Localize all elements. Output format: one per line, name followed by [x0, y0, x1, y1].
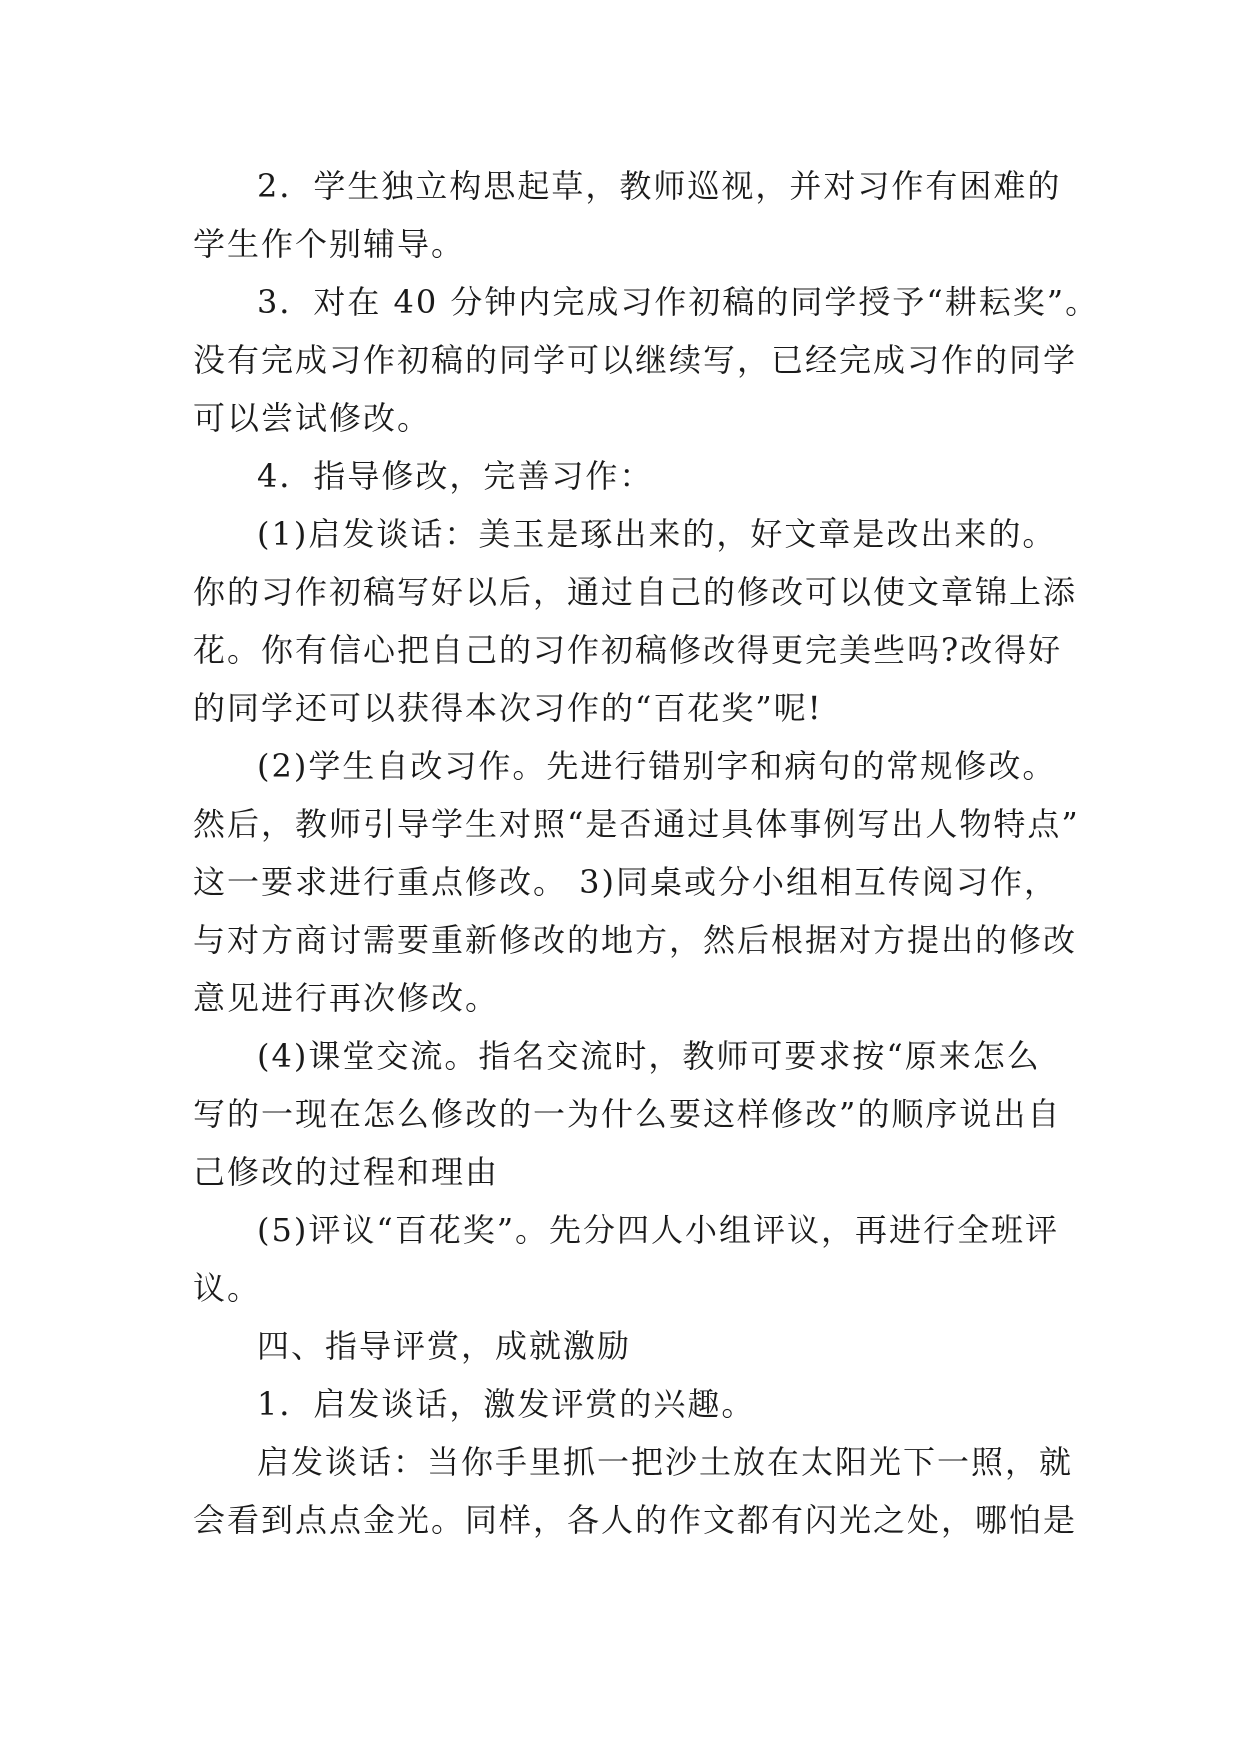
text-line: (5)评议“百花奖”。先分四人小组评议，再进行全班评	[257, 1211, 1060, 1249]
text-line: (4)课堂交流。指名交流时，教师可要求按“原来怎么	[257, 1037, 1041, 1075]
text-line: 你的习作初稿写好以后，通过自己的修改可以使文章锦上添	[193, 573, 1078, 611]
section-heading: 四、指导评赏，成就激励	[257, 1327, 632, 1365]
text-line: 4．指导修改，完善习作：	[257, 457, 654, 495]
text-line: 2．学生独立构思起草，教师巡视，并对习作有困难的	[257, 167, 1062, 205]
document-body	[193, 157, 1100, 1549]
text-line: 的同学还可以获得本次习作的“百花奖”呢!	[193, 689, 823, 727]
text-line: (1)启发谈话：美玉是琢出来的，好文章是改出来的。	[257, 515, 1057, 553]
text-line: 议。	[193, 1269, 262, 1307]
text-line: 会看到点点金光。同样，各人的作文都有闪光之处，哪怕是	[193, 1501, 1078, 1539]
text-line: 己修改的过程和理由	[193, 1153, 500, 1191]
text-line: 写的一现在怎么修改的一为什么要这样修改”的顺序说出自	[193, 1095, 1062, 1133]
text-line: 没有完成习作初稿的同学可以继续写，已经完成习作的同学	[193, 341, 1078, 379]
text-line: 学生作个别辅导。	[193, 225, 466, 263]
text-line: 启发谈话：当你手里抓一把沙土放在太阳光下一照，就	[257, 1443, 1074, 1481]
text-line: 意见进行再次修改。	[193, 979, 500, 1017]
text-line: 然后，教师引导学生对照“是否通过具体事例写出人物特点”	[193, 805, 1080, 843]
text-line: 这一要求进行重点修改。 3)同桌或分小组相互传阅习作，	[193, 863, 1059, 901]
text-line: 1．启发谈话，激发评赏的兴趣。	[257, 1385, 756, 1423]
text-line: 3．对在 40 分钟内完成习作初稿的同学授予“耕耘奖”。	[257, 283, 1100, 321]
text-line: 花。你有信心把自己的习作初稿修改得更完美些吗?改得好	[193, 631, 1063, 669]
text-line: 与对方商讨需要重新修改的地方，然后根据对方提出的修改	[193, 921, 1078, 959]
text-line: (2)学生自改习作。先进行错别字和病句的常规修改。	[257, 747, 1057, 785]
text-line: 可以尝试修改。	[193, 399, 432, 437]
